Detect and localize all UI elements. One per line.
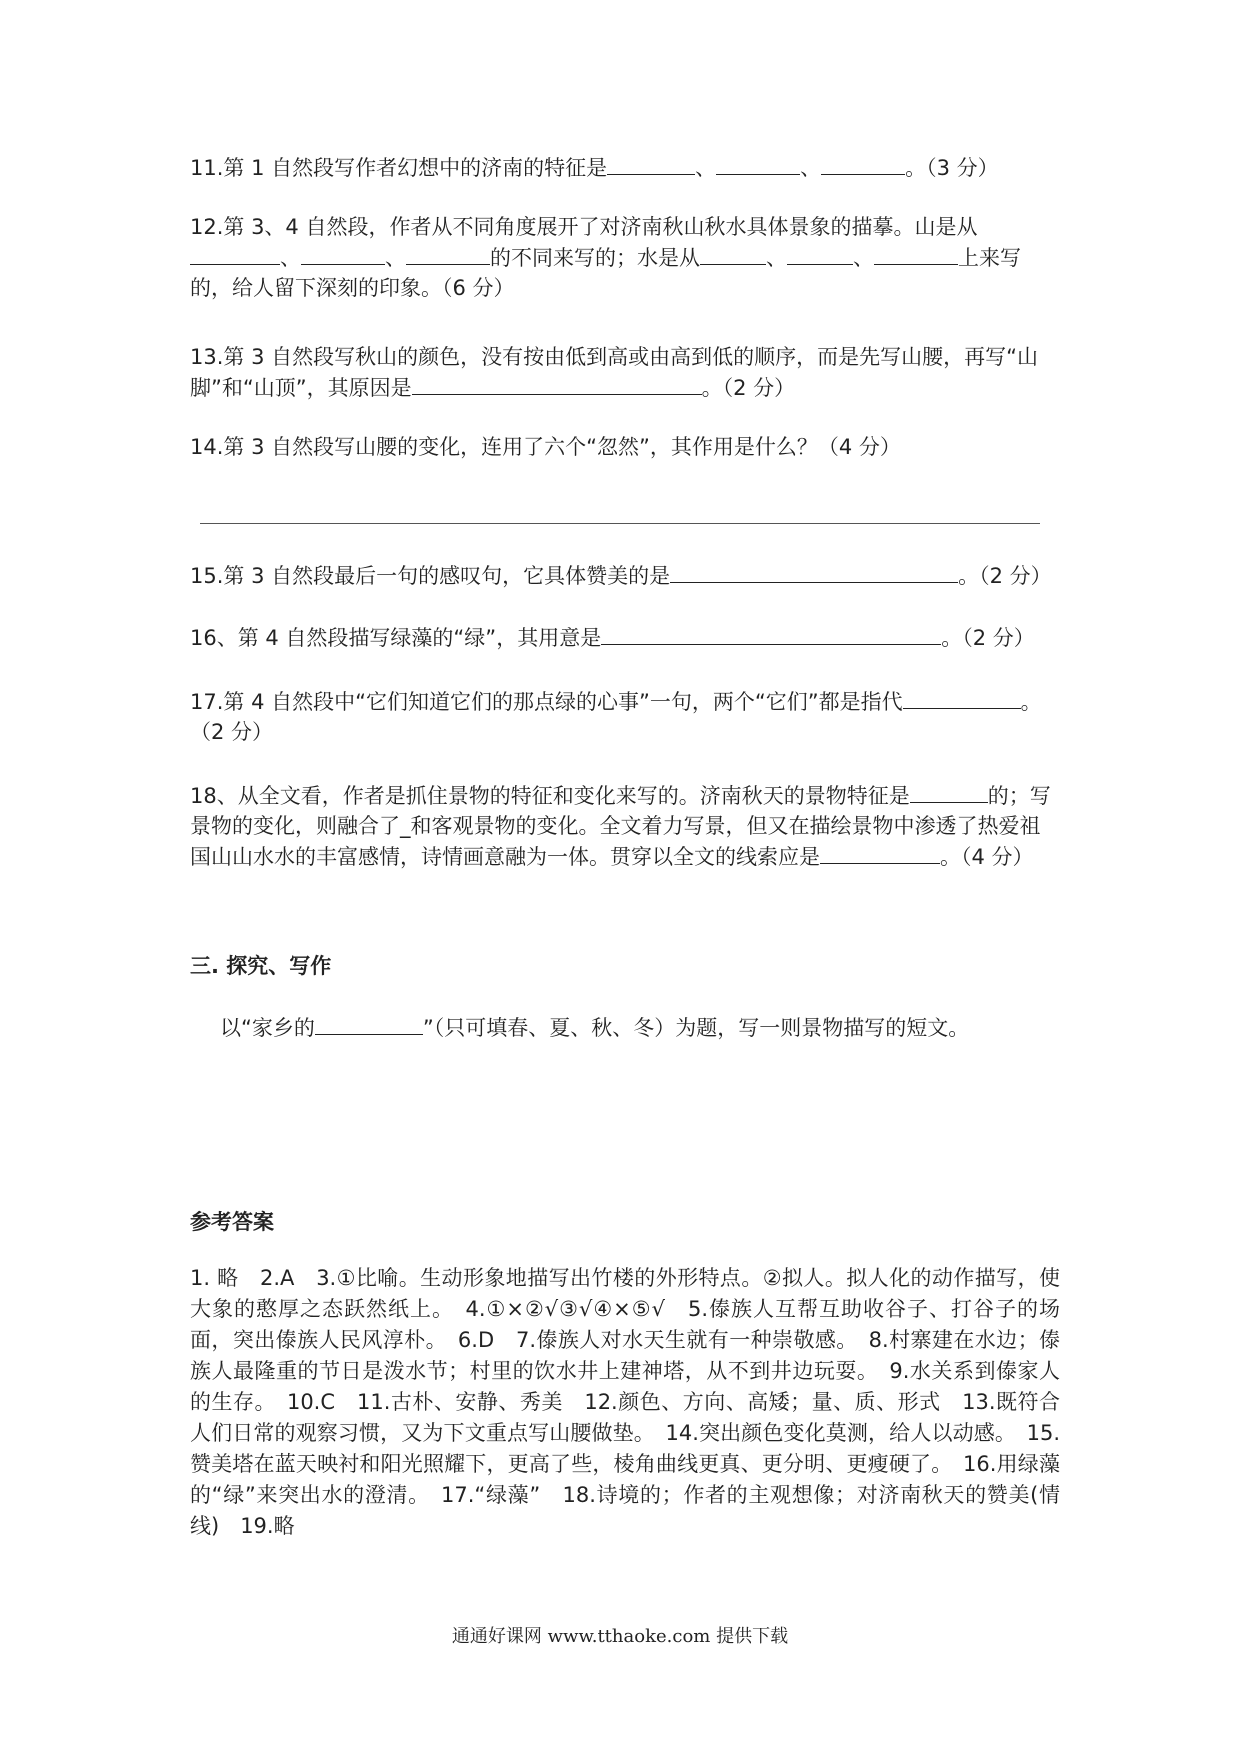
answer-line [200,523,1040,524]
question-16-text: 16、第 4 自然段描写绿藻的“绿”，其用意是 [190,626,602,650]
question-13-text: 13.第 3 自然段写秋山的颜色，没有按由低到高或由高到低的顺序，而是先写山腰，再写“山脚”和“山顶”，其原因是 [190,345,1038,400]
question-11: 11.第 1 自然段写作者幻想中的济南的特征是 、 、 。（3 分） [190,152,1060,183]
blank [406,242,490,265]
question-18: 18、从全文看，作者是抓住景物的特征和变化来写的。济南秋天的景物特征是 的；写景物的变化，则融合了_和客观景物的变化。全文着力写景，但又在描绘景物中渗透了热爱祖国山山水水的丰富感情，诗情画意融为一体。贯穿以全文的线索应是 。（4 分） [190,780,1060,872]
writing-prompt: 以“家乡的 ”（只可填春、夏、秋、冬）为题，写一则景物描写的短文。 [220,1012,1060,1043]
blank [190,242,280,265]
footer: 通通好课网 www.tthaoke.com 提供下载 [451,1626,789,1647]
question-14 [190,432,1060,462]
question-15: 15.第 3 自然段最后一句的感叹句，它具体赞美的是 。（2 分） [190,560,1060,591]
blank [874,242,958,265]
section-3-heading: 三. 探究、写作 [190,954,332,978]
blank [716,152,800,175]
blank [903,686,1021,709]
blank [787,242,853,265]
question-18-text: 18、从全文看，作者是抓住景物的特征和变化来写的。济南秋天的景物特征是 [190,784,910,808]
blank [910,780,988,803]
question-14-text: 14.第 3 自然段写山腰的变化，连用了六个“忽然”，其作用是什么？（4 分） [190,435,901,459]
blank [607,152,695,175]
question-17: 17.第 4 自然段中“它们知道它们的那点绿的心事”一句，两个“它们”都是指代 。（2 分） [190,686,1060,747]
blank [301,242,385,265]
blank [700,242,766,265]
answers-heading: 参考答案 [190,1210,274,1234]
question-12-text: 12.第 3、4 自然段，作者从不同角度展开了对济南秋山秋水具体景象的描摹。山是从 [190,215,978,239]
question-17-text: 17.第 4 自然段中“它们知道它们的那点绿的心事”一句，两个“它们”都是指代 [190,690,903,714]
blank [670,560,958,583]
blank [601,622,941,645]
blank [820,841,940,864]
question-12: 12.第 3、4 自然段，作者从不同角度展开了对济南秋山秋水具体景象的描摹。山是从、 、 的不同来写的；水是从 、 、 上来写的，给人留下深刻的印象。（6 分） [190,215,1021,300]
blank [821,152,905,175]
question-16: 16、第 4 自然段描写绿藻的“绿”，其用意是 。（2 分） [190,622,1060,653]
question-11-text: 11.第 1 自然段写作者幻想中的济南的特征是 [190,156,608,180]
answers-text: 1. 略 2.A 3.①比喻。生动形象地描写出竹楼的外形特点。②拟人。拟人化的动作描写，使大象的憨厚之态跃然纸上。 4.①×②√③√④×⑤√ 5.傣族人互帮互助收谷子、打谷子的场面，突出傣族人民风淳朴。 6.D 7.傣族人对水天生就有一种崇敬感。 8.村寨建在水边；傣族人最隆重的节日是泼水节；村里的饮水井上建神塔，从不到井边玩耍。 9.水关系到傣家人的生存。 10.C 11.古朴、安静、秀美 12.颜色、方向、高矮；量、质、形式 13.既符合人们日常的观察习惯，又为下文重点写山腰做垫。 14.突出颜色变化莫测，给人以动感。 15.赞美塔在蓝天映衬和阳光照耀下，更高了些，棱角曲线更真、更分明、更瘦硬了。 16.用绿藻的“绿”来突出水的澄清。 17.“绿藻” 18.诗境的；作者的主观想像；对济南秋天的赞美(情线) 19.略 [190,1266,1060,1538]
blank [412,372,702,395]
blank [315,1012,423,1035]
question-13: 13.第 3 自然段写秋山的颜色，没有按由低到高或由高到低的顺序，而是先写山腰，再写“山脚”和“山顶”，其原因是 。（2 分） [190,345,1038,400]
question-15-text: 15.第 3 自然段最后一句的感叹句，它具体赞美的是 [190,564,671,588]
